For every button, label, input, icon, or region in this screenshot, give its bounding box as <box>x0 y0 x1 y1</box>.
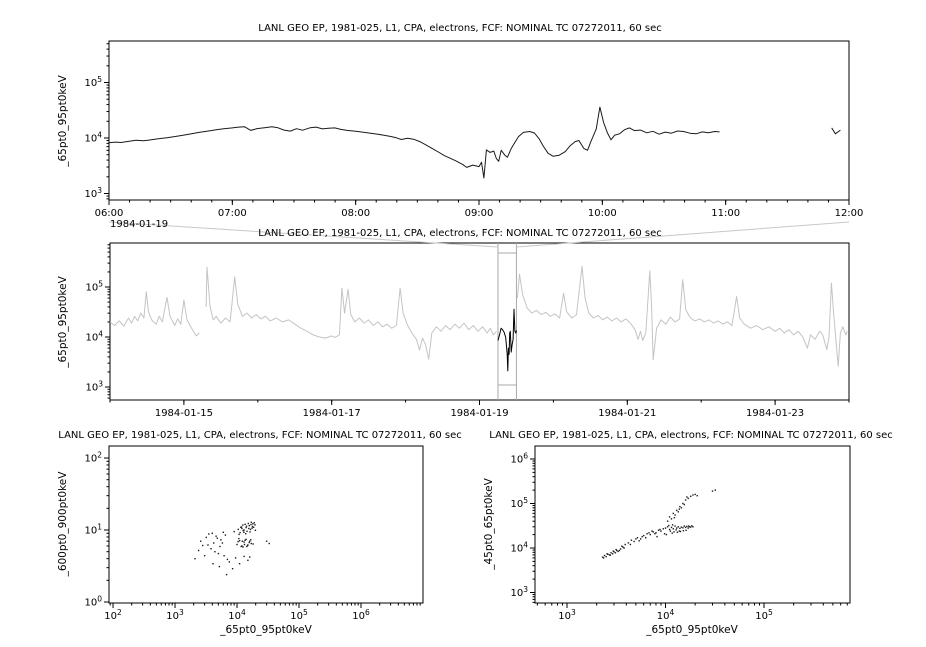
svg-text:104: $10^4$ <box>84 130 102 145</box>
svg-text:1984-01-15: 1984-01-15 <box>154 408 213 419</box>
scatter-left-x-axis-label: _65pt0_95pt0keV <box>220 624 312 636</box>
svg-text:104: $10^4$ <box>85 329 103 344</box>
svg-text:105: $10^5$ <box>755 608 773 622</box>
svg-text:1984-01-19: 1984-01-19 <box>450 408 509 419</box>
svg-text:07:00: 07:00 <box>217 208 247 219</box>
svg-text:1984-01-21: 1984-01-21 <box>598 408 657 419</box>
svg-text:106: $10^6$ <box>510 451 528 466</box>
scatter-left-title: LANL GEO EP, 1981-025, L1, CPA, electrons, FCF: NOMINAL TC 07272011, 60 sec <box>58 430 462 441</box>
detail-x-axis-date-label: 1984-01-19 <box>110 219 169 230</box>
scatter-right-y-axis-label: _45pt0_65pt0keV <box>483 478 495 570</box>
svg-text:103: $10^3$ <box>84 186 102 201</box>
svg-text:103: $10^3$ <box>166 608 184 622</box>
scatter-left-y-axis-label: _600pt0_900pt0keV <box>57 471 69 577</box>
svg-text:105: $10^5$ <box>290 608 308 622</box>
svg-text:104: $10^4$ <box>510 540 528 555</box>
context-y-axis-label: _65pt0_95pt0keV <box>57 276 69 368</box>
svg-text:10:00: 10:00 <box>587 208 617 219</box>
svg-text:105: $10^5$ <box>85 279 103 294</box>
context-panel-title: LANL GEO EP, 1981-025, L1, CPA, electrons, FCF: NOMINAL TC 07272011, 60 sec <box>258 228 662 239</box>
scatter-right-x-axis-label: _65pt0_95pt0keV <box>646 624 738 636</box>
svg-text:102: $10^2$ <box>104 608 122 622</box>
svg-text:103: $10^3$ <box>85 379 103 394</box>
svg-text:100: $10^0$ <box>84 594 102 609</box>
context-plot-area[interactable] <box>110 243 849 400</box>
scatter-right-title: LANL GEO EP, 1981-025, L1, CPA, electrons, FCF: NOMINAL TC 07272011, 60 sec <box>489 430 893 441</box>
context-selection-box[interactable] <box>498 243 517 400</box>
detail-panel-title: LANL GEO EP, 1981-025, L1, CPA, electrons, FCF: NOMINAL TC 07272011, 60 sec <box>258 23 662 34</box>
svg-text:1984-01-17: 1984-01-17 <box>302 408 361 419</box>
svg-text:1984-01-23: 1984-01-23 <box>746 408 805 419</box>
detail-y-axis-label: _65pt0_95pt0keV <box>57 75 69 167</box>
scatter-left-plot-area[interactable] <box>109 446 423 603</box>
svg-text:09:00: 09:00 <box>464 208 494 219</box>
scatter-right-plot-area[interactable] <box>535 446 850 603</box>
svg-text:12:00: 12:00 <box>834 208 864 219</box>
svg-text:103: $10^3$ <box>510 584 528 599</box>
svg-text:103: $10^3$ <box>558 608 576 622</box>
svg-text:104: $10^4$ <box>228 608 246 622</box>
svg-text:102: $10^2$ <box>84 450 102 465</box>
svg-text:101: $10^1$ <box>84 522 102 537</box>
svg-text:08:00: 08:00 <box>341 208 371 219</box>
svg-text:06:00: 06:00 <box>94 208 124 219</box>
svg-text:105: $10^5$ <box>84 75 102 90</box>
svg-text:11:00: 11:00 <box>711 208 741 219</box>
detail-plot-area[interactable] <box>109 41 849 200</box>
svg-text:105: $10^5$ <box>510 495 528 510</box>
svg-text:106: $10^6$ <box>352 608 370 622</box>
svg-text:104: $10^4$ <box>656 608 675 622</box>
